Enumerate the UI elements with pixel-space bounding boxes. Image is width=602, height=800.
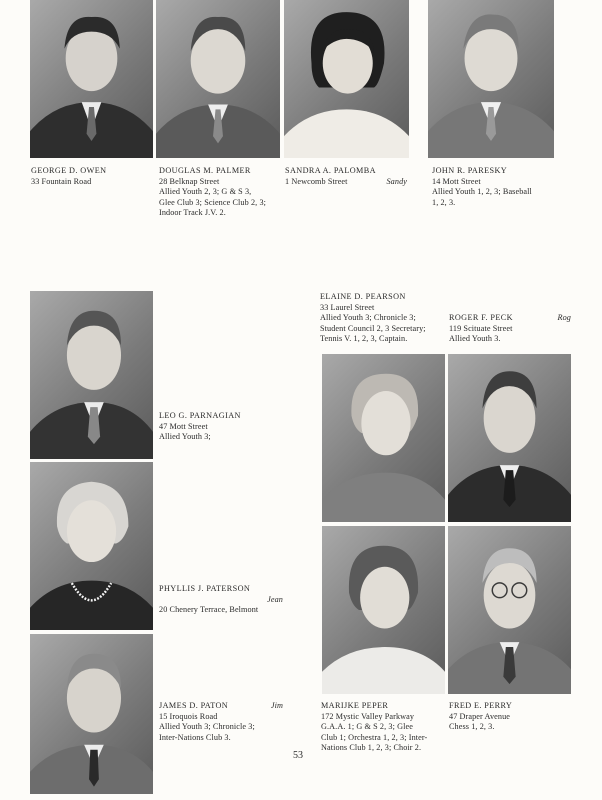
student-nickname: Rog xyxy=(557,313,571,322)
student-activities: Inter-Nations Club 3. xyxy=(159,732,231,742)
student-activities: Nations Club 1, 2, 3; Choir 2. xyxy=(321,743,422,753)
student-name: JAMES D. PATON xyxy=(159,701,229,710)
portrait-douglas-palmer xyxy=(156,0,280,158)
student-address: 20 Chenery Terrace, Belmont xyxy=(159,605,259,615)
student-activities: Indoor Track J.V. 2. xyxy=(159,208,226,218)
student-name: JOHN R. PARESKY xyxy=(432,166,508,175)
student-address: 28 Belknap Street xyxy=(159,176,220,186)
student-activities: Tennis V. 1, 2, 3, Captain. xyxy=(320,334,408,344)
student-name: ELAINE D. PEARSON xyxy=(320,292,406,301)
caption-elaine-pearson xyxy=(320,292,444,345)
student-activities: Club 1; Orchestra 1, 2, 3; Inter- xyxy=(321,732,428,742)
portrait-john-paresky xyxy=(428,0,554,158)
student-nickname: Jim xyxy=(270,701,283,710)
student-name: LEO G. PARNAGIAN xyxy=(159,411,241,420)
student-name: FRED E. PERRY xyxy=(449,701,513,710)
student-address: 33 Laurel Street xyxy=(320,302,375,312)
student-activities: Allied Youth 3; Chronicle 3; xyxy=(159,722,255,732)
portrait-elaine-pearson xyxy=(322,354,445,522)
student-address: 14 Mott Street xyxy=(432,176,481,186)
student-address: 15 Iroquois Road xyxy=(159,711,218,721)
portrait-leo-parnagian xyxy=(30,291,153,459)
portrait-fred-perry xyxy=(448,526,571,694)
caption-sandra-palomba xyxy=(285,166,407,187)
student-nickname: Sandy xyxy=(386,176,407,186)
portrait-marijke-peper xyxy=(322,526,445,694)
student-address: 47 Mott Street xyxy=(159,421,208,431)
caption-leo-parnagian xyxy=(159,411,283,443)
student-name: GEORGE D. OWEN xyxy=(31,166,107,175)
student-name: ROGER F. PECK xyxy=(449,313,513,322)
student-activities: Allied Youth 3. xyxy=(449,334,501,344)
portrait-george-owen xyxy=(30,0,153,158)
caption-fred-perry xyxy=(449,701,571,733)
student-spacer xyxy=(159,595,283,606)
student-address: 47 Draper Avenue xyxy=(449,711,511,721)
page-number: 53 xyxy=(293,750,303,761)
student-activities: Glee Club 3; Science Club 2, 3; xyxy=(159,197,267,207)
student-activities: Allied Youth 2, 3; G & S 3, xyxy=(159,187,252,197)
student-activities: Chess 1, 2, 3. xyxy=(449,722,495,732)
portrait-sandra-palomba xyxy=(284,0,409,158)
student-nickname: Jean xyxy=(267,594,283,604)
student-name: SANDRA A. PALOMBA xyxy=(285,166,376,175)
student-activities: Student Council 2, 3 Secretary; xyxy=(320,323,426,333)
caption-roger-peck xyxy=(449,313,571,345)
student-address: 119 Scituate Street xyxy=(449,323,513,333)
student-activities: Allied Youth 1, 2, 3; Baseball xyxy=(432,187,532,197)
student-name: DOUGLAS M. PALMER xyxy=(159,166,251,175)
student-activities: G.A.A. 1; G & S 2, 3; Glee xyxy=(321,722,413,732)
student-address: 33 Fountain Road xyxy=(31,176,92,186)
student-name: MARIJKE PEPER xyxy=(321,701,389,710)
portrait-roger-peck xyxy=(448,354,571,522)
caption-marijke-peper xyxy=(321,701,445,754)
caption-douglas-palmer xyxy=(159,166,283,219)
student-address: 172 Mystic Valley Parkway xyxy=(321,711,415,721)
caption-john-paresky xyxy=(432,166,556,208)
student-activities: Allied Youth 3; xyxy=(159,432,211,442)
student-activities: Allied Youth 3; Chronicle 3; xyxy=(320,313,416,323)
student-activities: 1, 2, 3. xyxy=(432,197,456,207)
caption-george-owen xyxy=(31,166,153,187)
portrait-phyllis-paterson xyxy=(30,462,153,630)
student-name: PHYLLIS J. PATERSON xyxy=(159,584,251,593)
student-address: 1 Newcomb Street xyxy=(285,176,348,186)
caption-james-paton xyxy=(159,701,283,743)
portrait-james-paton xyxy=(30,634,153,794)
caption-phyllis-paterson xyxy=(159,584,283,616)
